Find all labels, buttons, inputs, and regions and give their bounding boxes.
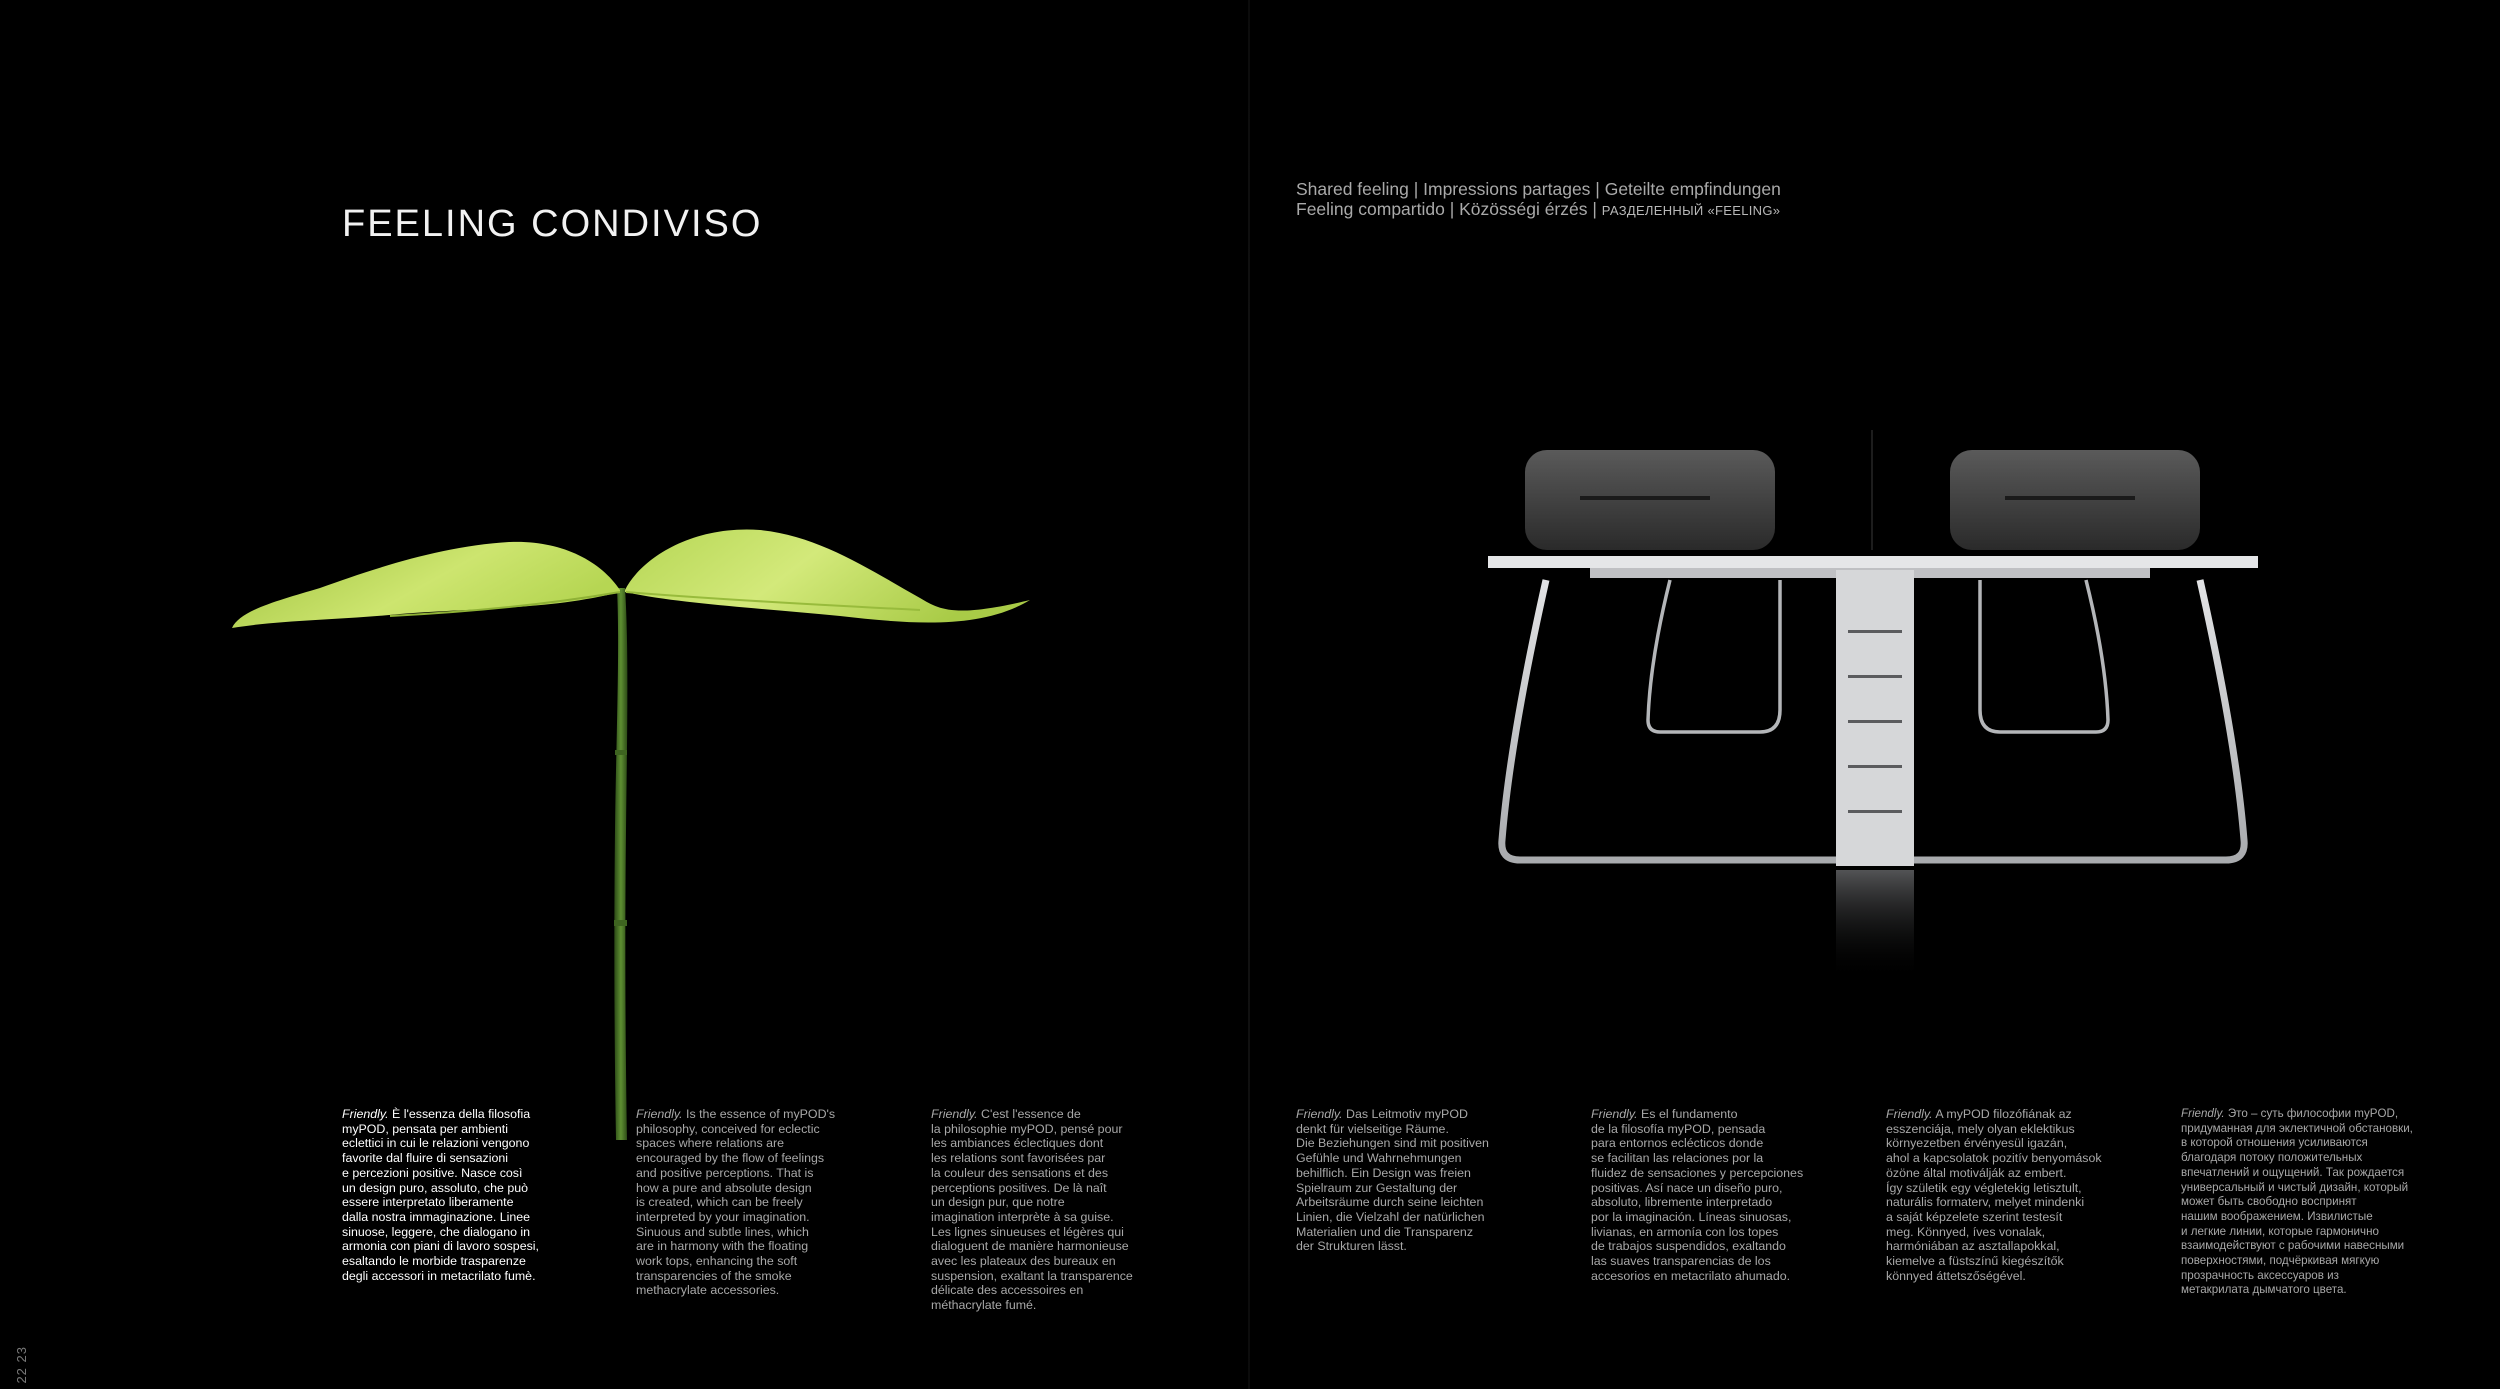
text-column-french xyxy=(931,1107,1213,1313)
friendly-lead-es: Friendly. xyxy=(1591,1107,1638,1121)
friendly-lead-it: Friendly. xyxy=(342,1107,389,1121)
text-column-italian xyxy=(342,1107,624,1283)
desk-icon xyxy=(1480,420,2280,980)
page-gutter xyxy=(1248,0,1250,1389)
friendly-lead-de: Friendly. xyxy=(1296,1107,1343,1121)
body-es: Es el fundamento de la filosofía myPOD, pensada para entornos eclécticos donde se facilitan las relaciones por la fluidez de sensaciones y percepciones positivas. Así nace un diseño puro, absoluto, libremente interpretado por la imaginación. Líneas sinuosas, livianas, en armonía con los topes de trabajos suspendidos, exaltando las suaves transparencias de los accesorios en metacrilato ahumado. xyxy=(1591,1107,1804,1283)
friendly-lead-en: Friendly. xyxy=(636,1107,683,1121)
text-column-german xyxy=(1296,1107,1578,1254)
subtitle-ru: РАЗДЕЛЕННЫЙ «FEELING» xyxy=(1601,203,1781,218)
page-subtitle xyxy=(1296,179,1781,221)
subtitle-line-1: Shared feeling | Impressions partages | Geteilte empfindungen xyxy=(1296,179,1781,199)
friendly-lead-fr: Friendly. xyxy=(931,1107,978,1121)
friendly-lead-ru: Friendly. xyxy=(2181,1107,2225,1120)
body-de: Das Leitmotiv myPOD denkt für vielseitige Räume. Die Beziehungen sind mit positiven Gefühle und Wahrnehmungen behilflich. Ein Design was freien Spielraum zur Gestaltung der Arbeitsräume durch seine leichten Linien, die Vielzahl der natürlichen Materialien und die Transparenz der Strukturen lässt. xyxy=(1296,1107,1489,1254)
page-title: FEELING CONDIVISO xyxy=(342,203,763,246)
body-it: È l'essenza della filosofia myPOD, pensata per ambienti eclettici in cui le relazioni vengono favorite dal fluire di sensazioni e percezioni positive. Nasce così un design puro, assoluto, che può essere interpretato liberamente dalla nostra immaginazione. Linee sinuose, leggere, che dialogano in armonia con piani di lavoro sospesi, esaltando le morbide trasparenze degli accessori in metacrilato fumè. xyxy=(342,1107,539,1283)
body-en: Is the essence of myPOD's philosophy, conceived for eclectic spaces where relations are encouraged by the flow of feelings and positive perceptions. That is how a pure and absolute design is created, which can be freely interpreted by your imagination. Sinuous and subtle lines, which are in harmony with the floating work tops, enhancing the soft transparencies of the smoke methacrylate accessories. xyxy=(636,1107,836,1298)
subtitle-line-2-text: Feeling compartido | Közösségi érzés | xyxy=(1296,199,1597,219)
body-hu: A myPOD filozófiának az esszenciája, mely olyan eklektikus környezetben érvényesül igazán, ahol a kapcsolatok pozitív benyomások özöne által motiválják az embert. Így születik egy végletekig letisztult, naturális formaterv, melyet mindenki a saját képzelete szerint testesít meg. Könnyed, íves vonalak, harmóniában az asztallapokkal, kiemelve a füstszínű kiegészítők könnyed áttetszőségével. xyxy=(1886,1107,2102,1283)
text-column-english xyxy=(636,1107,918,1298)
text-column-russian xyxy=(2181,1107,2481,1298)
text-column-spanish xyxy=(1591,1107,1873,1283)
body-fr: C'est l'essence de la philosophie myPOD, pensé pour les ambiances éclectiques dont les relations sont favorisées par la couleur des sensations et des perceptions positives. De là naît un design pur, que notre imagination interprète à sa guise. Les lignes sinueuses et légères qui dialoguent de manière harmonieuse avec les plateaux des bureaux en suspension, exaltant la transparence délicate des accessoires en méthacrylate fumé. xyxy=(931,1107,1133,1313)
sprout-icon xyxy=(220,500,1050,1140)
text-column-hungarian xyxy=(1886,1107,2168,1283)
subtitle-line-2 xyxy=(1296,199,1781,221)
friendly-lead-hu: Friendly. xyxy=(1886,1107,1933,1121)
body-ru: Это – суть философии myPOD, придуманная для эклектичной обстановки, в которой отношения усиливаются благодаря потоку положительных впечатлений и ощущений. Так рождается универсальный и чистый дизайн, который может быть свободно воспринят нашим воображением. Извилистые и легкие линии, которые гармонично взаимодействуют с рабочими навесными поверхностями, подчёркивая мягкую прозрачность аксессуаров из метакрилата дымчатого цвета. xyxy=(2181,1107,2413,1297)
page-number: 22 23 xyxy=(14,1346,29,1384)
